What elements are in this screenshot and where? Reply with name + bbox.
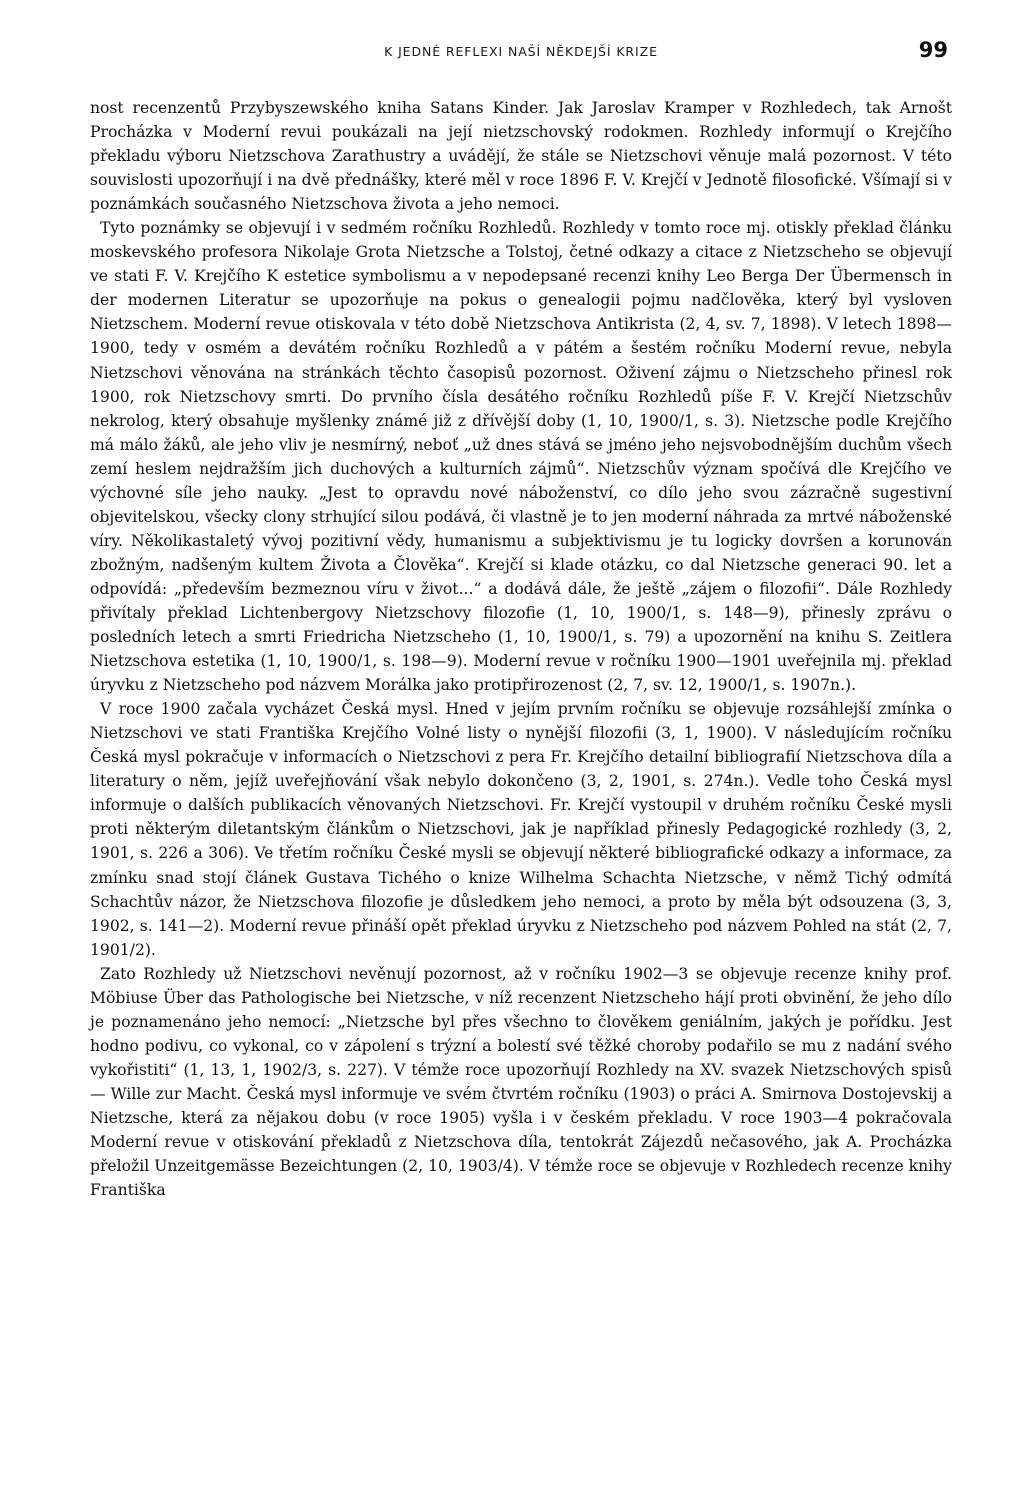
paragraph: Zato Rozhledy už Nietzschovi nevěnují pozornost, až v ročníku 1902—3 se objevuje recenze knihy prof. Möbiuse Über das Pathologische bei Nietzsche, v níž recenzent Nietzscheho hájí proti obvinění, že jeho dílo je poznamenáno jeho nemocí: „Nietzsche byl přes všechno to člověkem geniálním, jakých je pořídku. Jest hodno podivu, co vykonal, co v zápolení s trýzní a bolestí své těžké choroby podařilo se mu z nadání svého vykořistiti“ (1, 13, 1, 1902/3, s. 227). V témže roce upozorňují Rozhledy na XV. svazek Nietzschových spisů — Wille zur Macht. Česká mysl informuje ve svém čtvrtém ročníku (1903) o práci A. Smirnova Dostojevskij a Nietzsche, která za nějakou dobu (v roce 1905) vyšla i v českém překladu. V roce 1903—4 pokračovala Moderní revue v otiskování překladů z Nietzschova díla, tentokrát Zájezdů nečasového, jak A. Procházka přeložil Unzeitgemässe Bezeichtungen (2, 10, 1903/4). V témže roce se objevuje v Rozhledech recenze knihy Františka (90, 964, 952, 1200)
book-page (90, 38, 952, 1202)
paragraph: nost recenzentů Przybyszewského kniha Satans Kinder. Jak Jaroslav Kramper v Rozhledech, tak Arnošt Procházka v Moderní revui poukázali na její nietzschovský rodokmen. Rozhledy informují o Krejčího překladu výboru Nietzschova Zarathustry a uvádějí, že stále se Nietzschovi věnuje malá pozornost. V této souvislosti upozorňují i na dvě přednášky, které měl v roce 1896 F. V. Krejčí v Jednotě filosofické. Všímají si v poznámkách současného Nietzschova života a jeho nemoci. (90, 99, 952, 214)
running-title: K JEDNÉ REFLEXI NAŠÍ NĚKDEJŠÍ KRIZE (384, 44, 658, 59)
paragraph: Tyto poznámky se objevují i v sedmém ročníku Rozhledů. Rozhledy v tomto roce mj. otiskly překlad článku moskevského profesora Nikolaje Grota Nietzsche a Tolstoj, četné odkazy a citace z Nietzscheho se objevují ve stati F. V. Krejčího K estetice symbolismu a v nepodepsané recenzi knihy Leo Berga Der Übermensch in der modernen Literatur se upozorňuje na pokus o genealogii pojmu nadčlověka, který byl vysloven Nietzschem. Moderní revue otiskovala v této době Nietzschova Antikrista (2, 4, sv. 7, 1898). V letech 1898—1900, tedy v osmém a devátém ročníku Rozhledů a v pátém a šestém ročníku Moderní revue, nebyla Nietzschovi věnována na stránkách těchto časopisů pozornost. Oživení zájmu o Nietzscheho přinesl rok 1900, rok Nietzschovy smrti. Do prvního čísla desátého ročníku Rozhledů píše F. V. Krejčí Nietzschův nekrolog, který obsahuje myšlenky známé již z dřívější doby (1, 10, 1900/1, s. 3). Nietzsche podle Krejčího má málo žáků, ale jeho vliv je nesmírný, neboť „už dnes stává se jméno jeho nejsvobodnějším duchům všech zemí heslem nejdražším jich duchových a kulturních zájmů“. Nietzschův význam spočívá dle Krejčího ve výchovné síle jeho nauky. „Jest to opravdu nové náboženství, co dílo jeho svou zázračně sugestivní objevitelskou, všecky clony strhující silou podává, či vlastně je to jen moderní náhrada za mrtvé náboženské víry. Několikastaletý vývoj pozitivní vědy, humanismu a subjektivismu je tu logicky dovršen a korunován zbožným, nadšeným kultem Života a Člověka“. Krejčí si klade otázku, co dal Nietzsche generaci 90. let a odpovídá: „především bezmeznou víru v život...“ a dodává dále, že ještě „zájem o filozofii“. Dále Rozhledy přivítaly překlad Lichtenbergovy Nietzschovy filozofie (1, 10, 1900/1, s. 148—9), přinesly zprávu o posledních letech a smrti Friedricha Nietzscheho (1, 10, 1900/1, s. 79) a upozornění na knihu S. Zeitlera Nietzschova estetika (1, 10, 1900/1, s. 198—9). Moderní revue v ročníku 1900—1901 uveřejnila mj. překlad úryvku z Nietzscheho pod názvem Morálka jako protipřirozenost (2, 7, sv. 12, 1900/1, s. 1907n.). (90, 219, 952, 695)
body-text (90, 96, 952, 1202)
paragraph: V roce 1900 začala vycházet Česká mysl. Hned v jejím prvním ročníku se objevuje rozsáhlejší zmínka o Nietzschovi ve stati Františka Krejčího Volné listy o nynější filozofii (3, 1, 1900). V následujícím ročníku Česká mysl pokračuje v informacích o Nietzschovi z pera Fr. Krejčího detailní bibliografií Nietzschova díla a literatury o něm, jejíž uveřejňování však nebylo dokončeno (3, 2, 1901, s. 274n.). Vedle toho Česká mysl informuje o dalších publikacích věnovaných Nietzschovi. Fr. Krejčí vystoupil v druhém ročníku České mysli proti některým diletantským článkům o Nietzschovi, jak je například přinesly Pedagogické rozhledy (3, 2, 1901, s. 226 a 306). Ve třetím ročníku České mysli se objevují některé bibliografické odkazy a informace, za zmínku snad stojí článek Gustava Tichého o knize Wilhelma Schachta Nietzsche, v němž Tichý odmítá Schachtův názor, že Nietzschova filozofie je důsledkem jeho nemoci, a proto by měla být odsouzena (3, 3, 1902, s. 141—2). Moderní revue přináší opět překlad úryvku z Nietzscheho pod názvem Pohled na stát (2, 7, 1901/2). (90, 700, 952, 959)
running-head (90, 38, 952, 72)
page-number: 99 (918, 38, 948, 62)
